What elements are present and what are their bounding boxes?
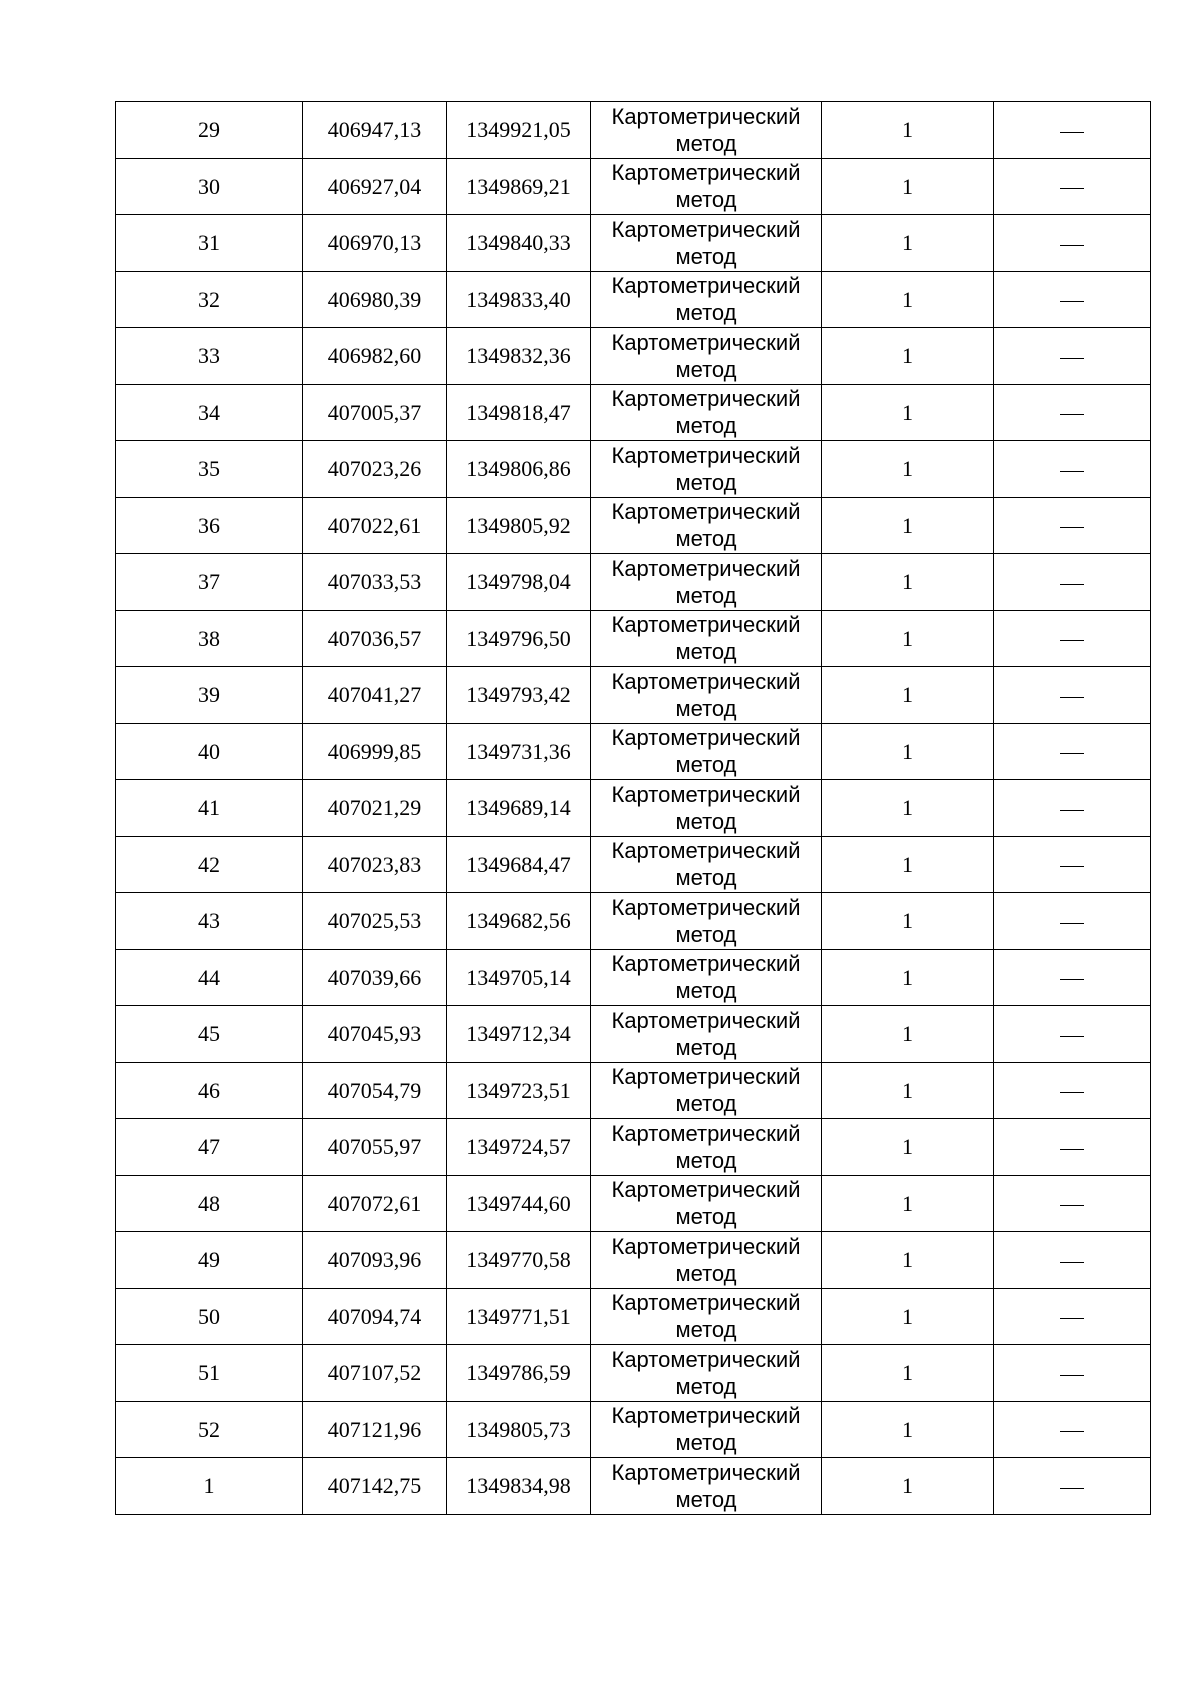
accuracy-cell: 1	[822, 1401, 994, 1458]
accuracy-cell: 1	[822, 610, 994, 667]
dash-mark	[1060, 1375, 1084, 1376]
y-coordinate-cell: 1349834,98	[447, 1458, 591, 1515]
dash-mark	[1060, 753, 1084, 754]
method-cell	[591, 1288, 822, 1345]
dash-mark	[1060, 471, 1084, 472]
dash-mark	[1060, 866, 1084, 867]
method-cell	[591, 1062, 822, 1119]
note-cell	[994, 328, 1151, 385]
method-cell	[591, 1458, 822, 1515]
y-coordinate-cell: 1349705,14	[447, 949, 591, 1006]
table-row	[116, 328, 1151, 385]
table-row	[116, 723, 1151, 780]
accuracy-cell: 1	[822, 667, 994, 724]
x-coordinate-cell: 407005,37	[303, 384, 447, 441]
x-coordinate-cell: 407072,61	[303, 1175, 447, 1232]
accuracy-cell: 1	[822, 215, 994, 272]
note-cell	[994, 441, 1151, 498]
method-label-line1: Картометрический	[611, 951, 801, 977]
method-cell	[591, 384, 822, 441]
note-cell	[994, 610, 1151, 667]
note-cell	[994, 384, 1151, 441]
coordinates-table-body	[116, 102, 1151, 1515]
table-row	[116, 215, 1151, 272]
x-coordinate-cell: 407022,61	[303, 497, 447, 554]
table-row	[116, 893, 1151, 950]
method-label-line2: метод	[675, 1317, 737, 1343]
method-label-line2: метод	[675, 1034, 737, 1060]
method-label-line1: Картометрический	[611, 838, 801, 864]
method-label-line1: Картометрический	[611, 160, 801, 186]
note-cell	[994, 271, 1151, 328]
accuracy-cell: 1	[822, 158, 994, 215]
point-number-cell: 32	[116, 271, 303, 328]
method-label-line1: Картометрический	[611, 1120, 801, 1146]
point-number-cell: 44	[116, 949, 303, 1006]
dash-mark	[1060, 923, 1084, 924]
method-label-line2: метод	[675, 695, 737, 721]
note-cell	[994, 554, 1151, 611]
point-number-cell: 38	[116, 610, 303, 667]
method-label-line1: Картометрический	[611, 386, 801, 412]
accuracy-cell: 1	[822, 1345, 994, 1402]
table-row	[116, 102, 1151, 159]
note-cell	[994, 215, 1151, 272]
point-number-cell: 37	[116, 554, 303, 611]
method-label-line2: метод	[675, 639, 737, 665]
point-number-cell: 1	[116, 1458, 303, 1515]
method-label-line1: Картометрический	[611, 1459, 801, 1485]
x-coordinate-cell: 406970,13	[303, 215, 447, 272]
point-number-cell: 52	[116, 1401, 303, 1458]
method-label-line1: Картометрический	[611, 894, 801, 920]
y-coordinate-cell: 1349832,36	[447, 328, 591, 385]
dash-mark	[1060, 1092, 1084, 1093]
x-coordinate-cell: 407055,97	[303, 1119, 447, 1176]
table-row	[116, 271, 1151, 328]
dash-mark	[1060, 188, 1084, 189]
accuracy-cell: 1	[822, 1006, 994, 1063]
table-row	[116, 836, 1151, 893]
note-cell	[994, 723, 1151, 780]
point-number-cell: 30	[116, 158, 303, 215]
point-number-cell: 46	[116, 1062, 303, 1119]
x-coordinate-cell: 407142,75	[303, 1458, 447, 1515]
method-cell	[591, 271, 822, 328]
y-coordinate-cell: 1349806,86	[447, 441, 591, 498]
note-cell	[994, 158, 1151, 215]
method-label-line2: метод	[675, 1147, 737, 1173]
accuracy-cell: 1	[822, 441, 994, 498]
dash-mark	[1060, 301, 1084, 302]
method-cell	[591, 1175, 822, 1232]
table-row	[116, 554, 1151, 611]
accuracy-cell: 1	[822, 1458, 994, 1515]
point-number-cell: 47	[116, 1119, 303, 1176]
method-label-line2: метод	[675, 1204, 737, 1230]
point-number-cell: 49	[116, 1232, 303, 1289]
accuracy-cell: 1	[822, 1175, 994, 1232]
accuracy-cell: 1	[822, 1232, 994, 1289]
method-label-line2: метод	[675, 978, 737, 1004]
method-label-line2: метод	[675, 469, 737, 495]
point-number-cell: 31	[116, 215, 303, 272]
note-cell	[994, 1062, 1151, 1119]
method-cell	[591, 1119, 822, 1176]
y-coordinate-cell: 1349744,60	[447, 1175, 591, 1232]
method-label-line1: Картометрический	[611, 216, 801, 242]
note-cell	[994, 1401, 1151, 1458]
method-cell	[591, 893, 822, 950]
y-coordinate-cell: 1349793,42	[447, 667, 591, 724]
dash-mark	[1060, 584, 1084, 585]
point-number-cell: 48	[116, 1175, 303, 1232]
note-cell	[994, 497, 1151, 554]
method-label-line2: метод	[675, 582, 737, 608]
method-cell	[591, 215, 822, 272]
x-coordinate-cell: 407033,53	[303, 554, 447, 611]
method-label-line1: Картометрический	[611, 273, 801, 299]
dash-mark	[1060, 1488, 1084, 1489]
x-coordinate-cell: 407023,83	[303, 836, 447, 893]
x-coordinate-cell: 406947,13	[303, 102, 447, 159]
method-cell	[591, 554, 822, 611]
x-coordinate-cell: 407025,53	[303, 893, 447, 950]
method-cell	[591, 836, 822, 893]
table-row	[116, 1175, 1151, 1232]
method-cell	[591, 723, 822, 780]
dash-mark	[1060, 358, 1084, 359]
note-cell	[994, 1006, 1151, 1063]
method-label-line1: Картометрический	[611, 329, 801, 355]
point-number-cell: 40	[116, 723, 303, 780]
method-cell	[591, 102, 822, 159]
table-row	[116, 667, 1151, 724]
y-coordinate-cell: 1349805,92	[447, 497, 591, 554]
x-coordinate-cell: 406980,39	[303, 271, 447, 328]
note-cell	[994, 1458, 1151, 1515]
dash-mark	[1060, 1036, 1084, 1037]
point-number-cell: 39	[116, 667, 303, 724]
dash-mark	[1060, 132, 1084, 133]
note-cell	[994, 836, 1151, 893]
method-cell	[591, 667, 822, 724]
x-coordinate-cell: 407121,96	[303, 1401, 447, 1458]
dash-mark	[1060, 1318, 1084, 1319]
note-cell	[994, 1119, 1151, 1176]
method-label-line2: метод	[675, 1486, 737, 1512]
dash-mark	[1060, 810, 1084, 811]
dash-mark	[1060, 1431, 1084, 1432]
dash-mark	[1060, 1149, 1084, 1150]
x-coordinate-cell: 406982,60	[303, 328, 447, 385]
dash-mark	[1060, 245, 1084, 246]
method-label-line1: Картометрический	[611, 555, 801, 581]
method-cell	[591, 1006, 822, 1063]
y-coordinate-cell: 1349771,51	[447, 1288, 591, 1345]
method-label-line1: Картометрический	[611, 442, 801, 468]
accuracy-cell: 1	[822, 271, 994, 328]
x-coordinate-cell: 407093,96	[303, 1232, 447, 1289]
y-coordinate-cell: 1349786,59	[447, 1345, 591, 1402]
accuracy-cell: 1	[822, 328, 994, 385]
dash-mark	[1060, 414, 1084, 415]
point-number-cell: 45	[116, 1006, 303, 1063]
point-number-cell: 35	[116, 441, 303, 498]
accuracy-cell: 1	[822, 1119, 994, 1176]
y-coordinate-cell: 1349796,50	[447, 610, 591, 667]
accuracy-cell: 1	[822, 554, 994, 611]
method-label-line1: Картометрический	[611, 781, 801, 807]
method-cell	[591, 158, 822, 215]
method-label-line1: Картометрический	[611, 668, 801, 694]
table-row	[116, 497, 1151, 554]
method-cell	[591, 328, 822, 385]
x-coordinate-cell: 407036,57	[303, 610, 447, 667]
note-cell	[994, 893, 1151, 950]
method-label-line2: метод	[675, 526, 737, 552]
table-row	[116, 384, 1151, 441]
y-coordinate-cell: 1349712,34	[447, 1006, 591, 1063]
method-label-line1: Картометрический	[611, 1064, 801, 1090]
table-row	[116, 441, 1151, 498]
method-label-line2: метод	[675, 1091, 737, 1117]
method-cell	[591, 949, 822, 1006]
accuracy-cell: 1	[822, 384, 994, 441]
method-cell	[591, 780, 822, 837]
dash-mark	[1060, 697, 1084, 698]
accuracy-cell: 1	[822, 497, 994, 554]
y-coordinate-cell: 1349869,21	[447, 158, 591, 215]
table-row	[116, 1458, 1151, 1515]
note-cell	[994, 1288, 1151, 1345]
dash-mark	[1060, 979, 1084, 980]
method-label-line1: Картометрический	[611, 725, 801, 751]
y-coordinate-cell: 1349689,14	[447, 780, 591, 837]
accuracy-cell: 1	[822, 1288, 994, 1345]
point-number-cell: 29	[116, 102, 303, 159]
y-coordinate-cell: 1349833,40	[447, 271, 591, 328]
method-label-line2: метод	[675, 413, 737, 439]
method-label-line2: метод	[675, 1373, 737, 1399]
dash-mark	[1060, 640, 1084, 641]
table-row	[116, 780, 1151, 837]
x-coordinate-cell: 407054,79	[303, 1062, 447, 1119]
method-label-line2: метод	[675, 356, 737, 382]
note-cell	[994, 1232, 1151, 1289]
method-cell	[591, 1401, 822, 1458]
x-coordinate-cell: 406999,85	[303, 723, 447, 780]
table-row	[116, 1345, 1151, 1402]
method-label-line1: Картометрический	[611, 1346, 801, 1372]
accuracy-cell: 1	[822, 836, 994, 893]
point-number-cell: 34	[116, 384, 303, 441]
x-coordinate-cell: 407107,52	[303, 1345, 447, 1402]
table-row	[116, 158, 1151, 215]
note-cell	[994, 102, 1151, 159]
method-cell	[591, 441, 822, 498]
method-label-line2: метод	[675, 808, 737, 834]
method-label-line2: метод	[675, 300, 737, 326]
note-cell	[994, 780, 1151, 837]
method-label-line2: метод	[675, 1260, 737, 1286]
table-row	[116, 1401, 1151, 1458]
y-coordinate-cell: 1349723,51	[447, 1062, 591, 1119]
dash-mark	[1060, 527, 1084, 528]
table-row	[116, 1288, 1151, 1345]
point-number-cell: 43	[116, 893, 303, 950]
y-coordinate-cell: 1349682,56	[447, 893, 591, 950]
y-coordinate-cell: 1349805,73	[447, 1401, 591, 1458]
method-label-line2: метод	[675, 865, 737, 891]
x-coordinate-cell: 407094,74	[303, 1288, 447, 1345]
method-label-line2: метод	[675, 243, 737, 269]
accuracy-cell: 1	[822, 949, 994, 1006]
y-coordinate-cell: 1349921,05	[447, 102, 591, 159]
method-cell	[591, 1345, 822, 1402]
method-cell	[591, 610, 822, 667]
x-coordinate-cell: 407021,29	[303, 780, 447, 837]
x-coordinate-cell: 407041,27	[303, 667, 447, 724]
y-coordinate-cell: 1349840,33	[447, 215, 591, 272]
table-row	[116, 949, 1151, 1006]
method-label-line2: метод	[675, 187, 737, 213]
method-label-line1: Картометрический	[611, 1177, 801, 1203]
note-cell	[994, 1175, 1151, 1232]
method-cell	[591, 1232, 822, 1289]
method-label-line1: Картометрический	[611, 1403, 801, 1429]
point-number-cell: 41	[116, 780, 303, 837]
method-label-line1: Картометрический	[611, 499, 801, 525]
dash-mark	[1060, 1262, 1084, 1263]
y-coordinate-cell: 1349770,58	[447, 1232, 591, 1289]
method-label-line1: Картометрический	[611, 103, 801, 129]
y-coordinate-cell: 1349724,57	[447, 1119, 591, 1176]
method-label-line2: метод	[675, 921, 737, 947]
y-coordinate-cell: 1349684,47	[447, 836, 591, 893]
table-row	[116, 1006, 1151, 1063]
point-number-cell: 51	[116, 1345, 303, 1402]
y-coordinate-cell: 1349818,47	[447, 384, 591, 441]
x-coordinate-cell: 407045,93	[303, 1006, 447, 1063]
method-label-line1: Картометрический	[611, 612, 801, 638]
method-cell	[591, 497, 822, 554]
note-cell	[994, 949, 1151, 1006]
point-number-cell: 50	[116, 1288, 303, 1345]
method-label-line1: Картометрический	[611, 1290, 801, 1316]
point-number-cell: 33	[116, 328, 303, 385]
method-label-line2: метод	[675, 752, 737, 778]
x-coordinate-cell: 407039,66	[303, 949, 447, 1006]
point-number-cell: 42	[116, 836, 303, 893]
method-label-line2: метод	[675, 130, 737, 156]
coordinates-table	[115, 101, 1151, 1515]
accuracy-cell: 1	[822, 780, 994, 837]
method-label-line1: Картометрический	[611, 1233, 801, 1259]
accuracy-cell: 1	[822, 102, 994, 159]
table-row	[116, 1119, 1151, 1176]
x-coordinate-cell: 406927,04	[303, 158, 447, 215]
accuracy-cell: 1	[822, 1062, 994, 1119]
table-row	[116, 610, 1151, 667]
note-cell	[994, 667, 1151, 724]
table-row	[116, 1232, 1151, 1289]
point-number-cell: 36	[116, 497, 303, 554]
accuracy-cell: 1	[822, 723, 994, 780]
method-label-line2: метод	[675, 1430, 737, 1456]
table-row	[116, 1062, 1151, 1119]
y-coordinate-cell: 1349798,04	[447, 554, 591, 611]
accuracy-cell: 1	[822, 893, 994, 950]
x-coordinate-cell: 407023,26	[303, 441, 447, 498]
y-coordinate-cell: 1349731,36	[447, 723, 591, 780]
dash-mark	[1060, 1205, 1084, 1206]
note-cell	[994, 1345, 1151, 1402]
method-label-line1: Картометрический	[611, 1007, 801, 1033]
